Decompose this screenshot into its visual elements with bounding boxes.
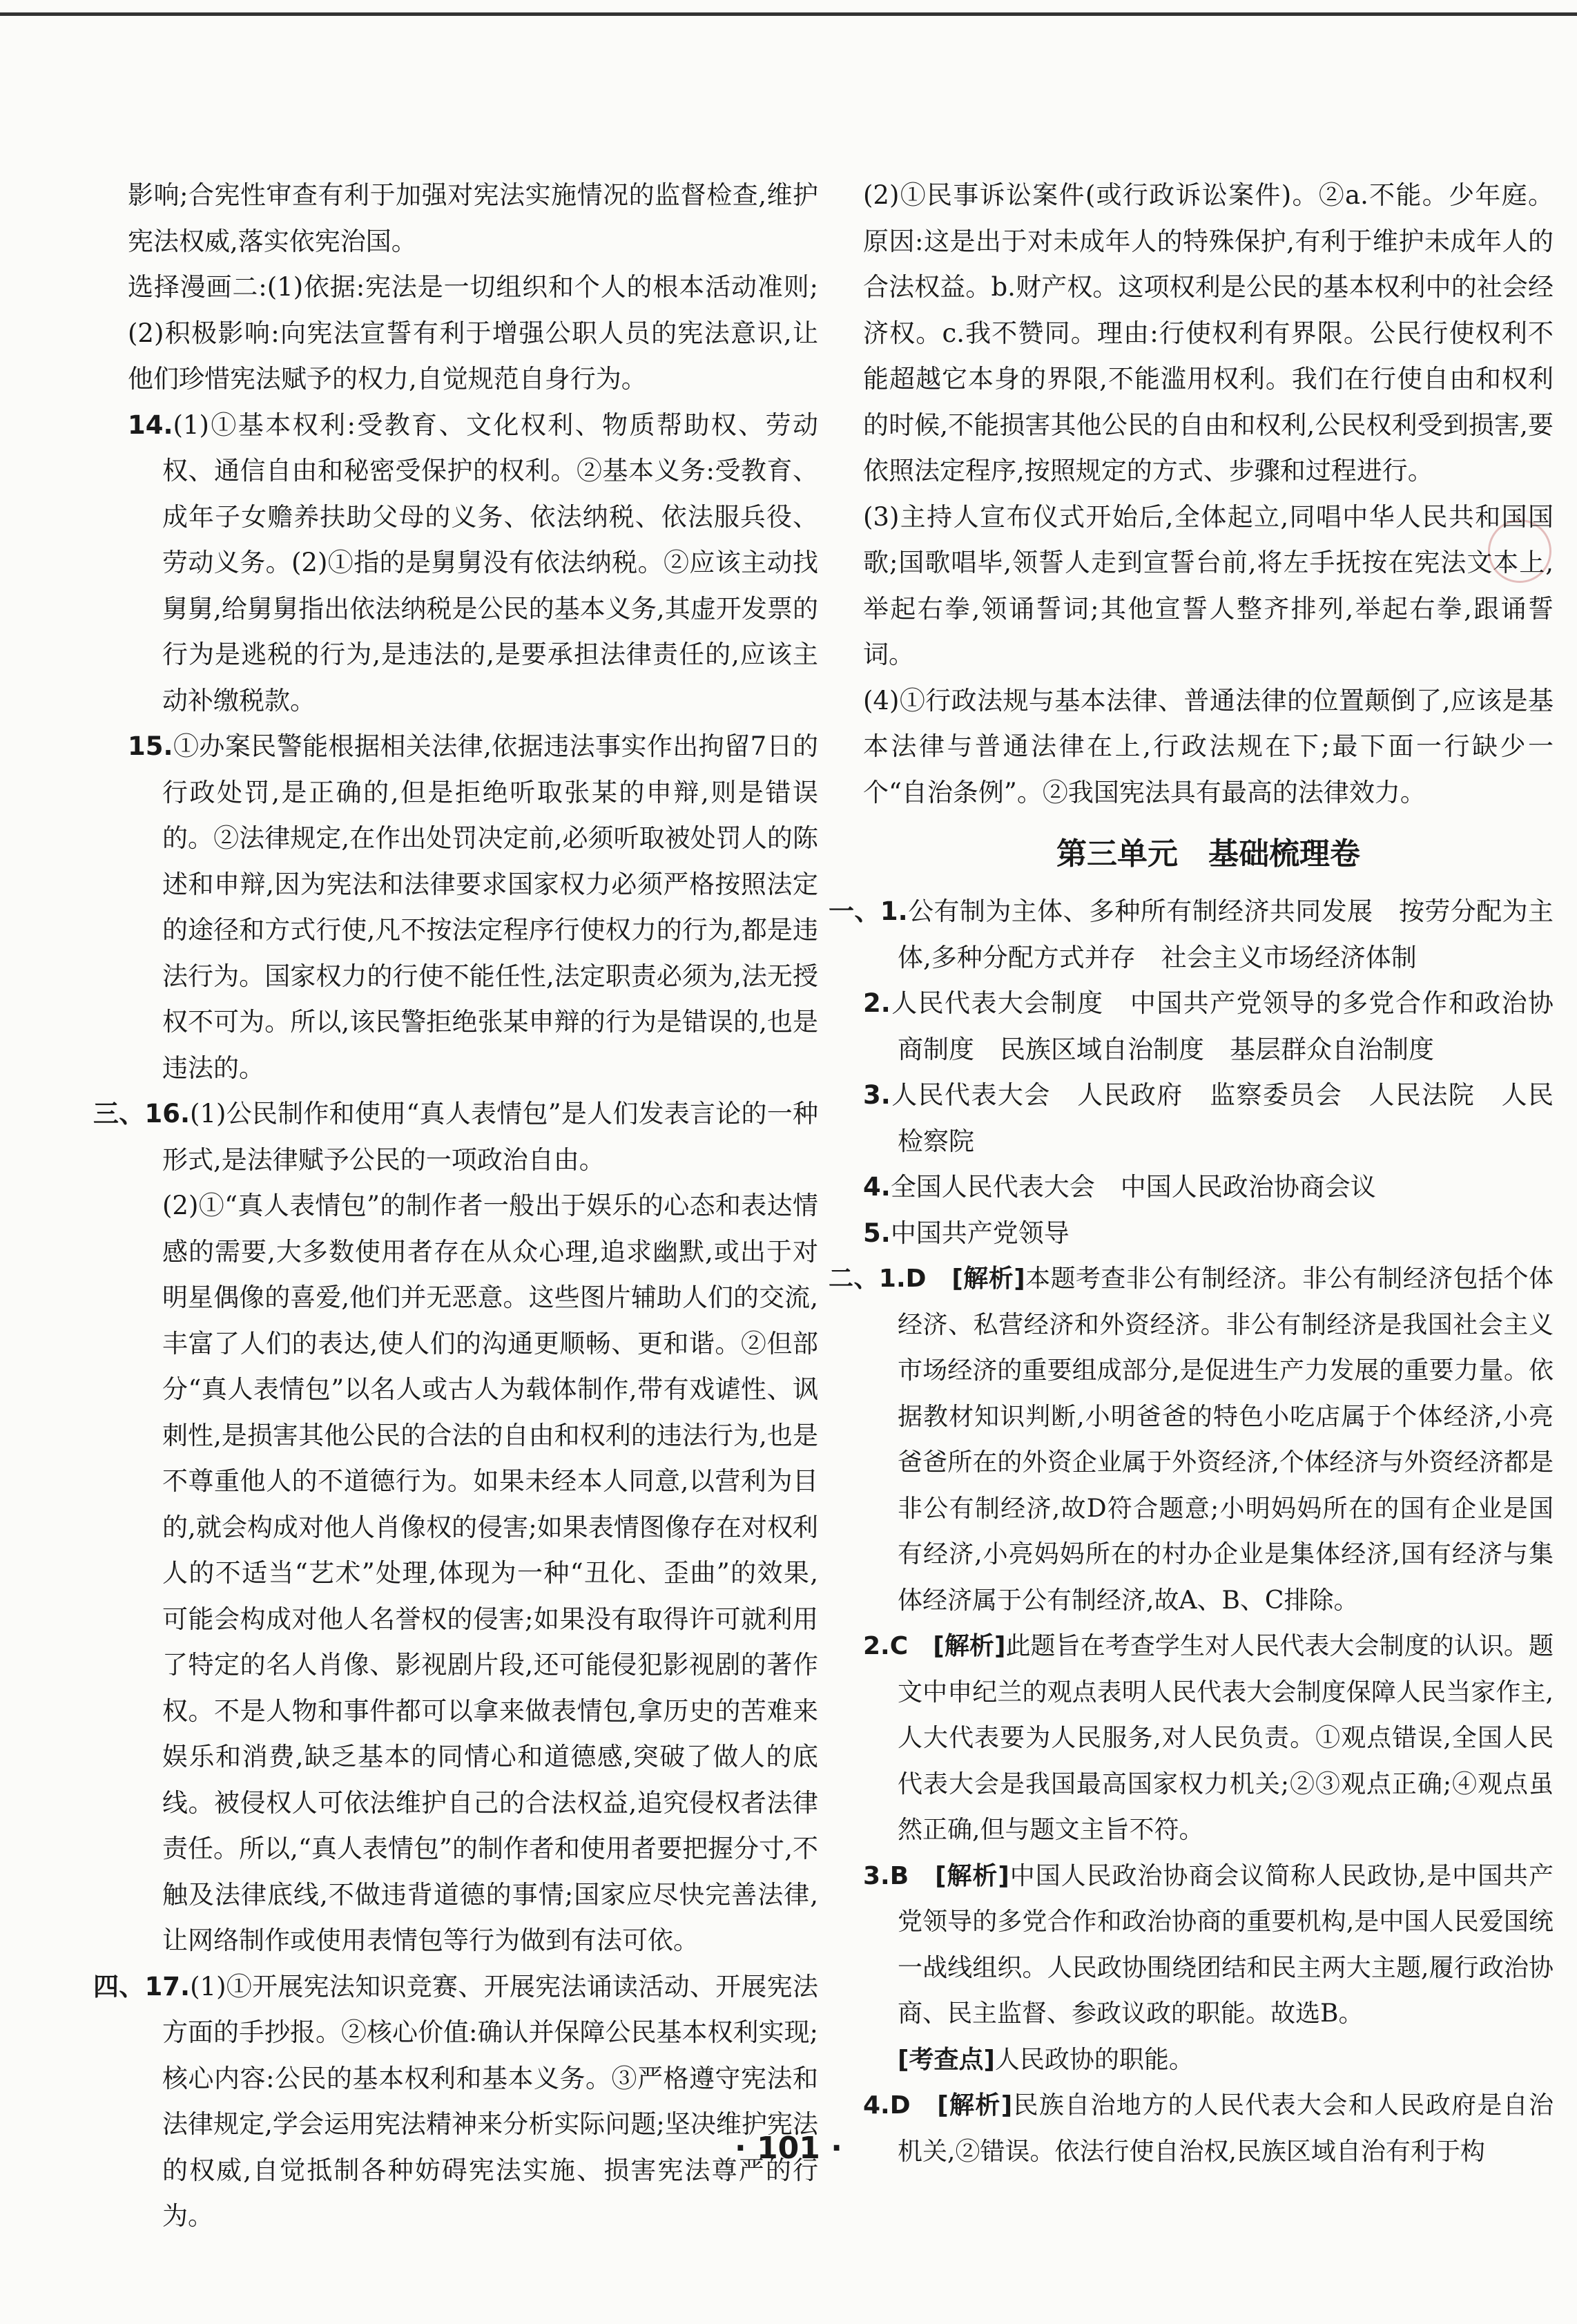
item-text: 中国共产党领导 xyxy=(890,1218,1070,1248)
question-text: ①办案民警能根据相关法律,依据违法事实作出拘留7日的行政处罚,是正确的,但是拒绝听取张某的申辩,则是错误的。②法律规定,在作出处罚决定前,必须听取被处罚人的陈述和申辩,因为宪法和法律要求国家权力必须严格按照法定的途径和方式行使,凡不按法定程序行使权力的行为,都是违法行为。国家权力的行使不能任性,法定职责必须为,法无授权不可为。所以,该民警拒绝张某申辩的行为是错误的,也是违法的。 xyxy=(162,731,818,1083)
analysis-text: 民族自治地方的人民代表大会和人民政府是自治机关,②错误。依法行使自治权,民族区域自治有利于构 xyxy=(898,2091,1554,2166)
question-text: (1)公民制作和使用“真人表情包”是人们发表言论的一种形式,是法律赋予公民的一项政治自由。 xyxy=(162,1099,818,1175)
fill-item-1 xyxy=(829,889,1554,981)
question-text: (1)①基本权利:受教育、文化权利、物质帮助权、劳动权、通信自由和秘密受保护的权利。②基本义务:受教育、成年子女赡养扶助父母的义务、依法纳税、依法服兵役、劳动义务。(2)①指的是舅舅没有依法纳税。②应该主动找舅舅,给舅舅指出依法纳税是公民的基本义务,其虚开发票的行为是逃税的行为,是违法的,是要承担法律责任的,应该主动补缴税款。 xyxy=(162,410,818,716)
question-number: 16. xyxy=(144,1099,191,1129)
answer-letter: D xyxy=(889,2091,911,2120)
item-number: 2. xyxy=(863,1632,890,1660)
item-number: 2. xyxy=(863,988,891,1018)
left-column xyxy=(93,173,818,2240)
analysis-text: 中国人民政治协商会议简称人民政协,是中国共产党领导的多党合作和政治协商的重要机构,是中国人民爱国统一战线组织。人民政协围绕团结和民主两大主题,履行政治协商、民主监督、参政议政的职能。故选B。 xyxy=(898,1861,1554,2028)
fill-item-3 xyxy=(863,1073,1554,1164)
question-text: (1)①开展宪法知识竞赛、开展宪法诵读活动、开展宪法方面的手抄报。②核心价值:确认并保障公民基本权利实现;核心内容:公民的基本权利和基本义务。③严格遵守宪法和法律规定,学会运用宪法精神来分析实际问题;坚决维护宪法的权威,自觉抵制各种妨碍宪法实施、损害宪法尊严的行为。 xyxy=(162,1971,818,2231)
question-number: 17. xyxy=(144,1971,191,2001)
key-point xyxy=(863,2037,1554,2084)
analysis-tag: [解析] xyxy=(937,2091,1013,2120)
section-prefix: 三、 xyxy=(93,1099,145,1129)
answer-part-3: (3)主持人宣布仪式开始后,全体起立,同唱中华人民共和国国歌;国歌唱毕,领誓人走到宣誓台前,将左手抚按在宪法文本上,举起右拳,领诵誓词;其他宣誓人整齐排列,举起右拳,跟诵誓词。 xyxy=(863,501,1554,669)
question-number: 15. xyxy=(128,731,173,761)
item-number: 3. xyxy=(863,1861,890,1890)
answer-part-4: (4)①行政法规与基本法律、普通法律的位置颠倒了,应该是基本法律与普通法律在上,行政法规在下;最下面一行缺少一个“自治条例”。②我国宪法具有最高的法律效力。 xyxy=(863,685,1554,807)
top-border-line xyxy=(0,12,1577,16)
page-number: · 101 · xyxy=(735,2131,842,2166)
right-column xyxy=(829,173,1554,2175)
item-text: 全国人民代表大会 中国人民政治协商会议 xyxy=(890,1172,1376,1202)
answer-letter: C xyxy=(889,1632,909,1660)
question-16 xyxy=(93,1091,818,1183)
analysis-tag: [解析] xyxy=(933,1632,1006,1660)
choice-item-2 xyxy=(863,1624,1554,1854)
section-title: 第三单元 基础梳理卷 xyxy=(1056,836,1360,872)
section-prefix: 一、 xyxy=(829,896,880,926)
question-16-part-2: (2)①“真人表情包”的制作者一般出于娱乐的心态和表达情感的需要,大多数使用者存在从众心理,追求幽默,或出于对明星偶像的喜爱,他们并无恶意。这些图片辅助人们的交流,丰富了人们的表达,使人们的沟通更顺畅、更和谐。②但部分“真人表情包”以名人或古人为载体制作,带有戏谑性、讽刺性,是损害其他公民的合法的自由和权利的违法行为,也是不尊重他人的不道德行为。如果未经本人同意,以营利为目的,就会构成对他人肖像权的侵害;如果表情图像存在对权利人的不适当“艺术”处理,体现为一种“丑化、歪曲”的效果,可能会构成对他人名誉权的侵害;如果没有取得许可就利用了特定的名人肖像、影视剧片段,还可能侵犯影视剧的著作权。不是人物和事件都可以拿来做表情包,拿历史的苦难来娱乐和消费,缺乏基本的同情心和道德感,突破了做人的底线。被侵权人可依法维护自己的合法权益,追究侵权者法律责任。所以,“真人表情包”的制作者和使用者要把握分寸,不触及法律底线,不做违背道德的事情;国家应尽快完善法律,让网络制作或使用表情包等行为做到有法可依。 xyxy=(162,1191,818,1955)
answer-continuation: 影响;合宪性审查有利于加强对宪法实施情况的监督检查,维护宪法权威,落实依宪治国。 xyxy=(128,180,818,256)
item-text: 人民代表大会制度 中国共产党领导的多党合作和政治协商制度 民族区域自治制度 基层群众自治制度 xyxy=(890,988,1554,1064)
item-text: 公有制为主体、多种所有制经济共同发展 按劳分配为主体,多种分配方式并存 社会主义市场经济体制 xyxy=(898,896,1554,972)
analysis-tag: [解析] xyxy=(935,1861,1009,1890)
item-number: 3. xyxy=(863,1080,891,1110)
choice-item-3 xyxy=(863,1854,1554,2037)
item-number: 4. xyxy=(863,1172,891,1202)
question-15 xyxy=(128,724,818,1091)
item-number: 1. xyxy=(880,896,908,926)
item-number: 4. xyxy=(863,2091,890,2120)
question-17 xyxy=(93,1964,818,2240)
key-point-tag: [考查点] xyxy=(898,2045,995,2074)
question-number: 14. xyxy=(128,410,173,440)
choice-item-1 xyxy=(829,1256,1554,1624)
fill-item-2 xyxy=(863,981,1554,1073)
fill-item-5 xyxy=(863,1211,1554,1257)
item-number: 5. xyxy=(863,1218,891,1248)
item-number: 1. xyxy=(878,1265,906,1293)
question-14 xyxy=(128,403,818,724)
section-prefix: 四、 xyxy=(93,1971,145,2001)
analysis-text: 本题考查非公有制经济。非公有制经济包括个体经济、私营经济和外资经济。非公有制经济是我国社会主义市场经济的重要组成部分,是促进生产力发展的重要力量。依据教材知识判断,小明爸爸的特色小吃店属于个体经济,小亮爸爸所在的外资企业属于外资经济,个体经济与外资经济都是非公有制经济,故D符合题意;小明妈妈所在的国有企业是国有经济,小亮妈妈所在的村办企业是集体经济,国有经济与集体经济属于公有制经济,故A、B、C排除。 xyxy=(898,1265,1554,1615)
answer-cartoon-two: 选择漫画二:(1)依据:宪法是一切组织和个人的根本活动准则;(2)积极影响:向宪法宣誓有利于增强公职人员的宪法意识,让他们珍惜宪法赋予的权力,自觉规范自身行为。 xyxy=(128,272,818,394)
item-text: 人民代表大会 人民政府 监察委员会 人民法院 人民检察院 xyxy=(890,1080,1554,1156)
answer-letter: D xyxy=(905,1265,927,1293)
section-prefix: 二、 xyxy=(829,1265,879,1293)
fill-item-4 xyxy=(863,1164,1554,1211)
analysis-tag: [解析] xyxy=(951,1265,1025,1293)
answer-part-2: (2)①民事诉讼案件(或行政诉讼案件)。②a.不能。少年庭。原因:这是出于对未成年人的特殊保护,有利于维护未成年人的合法权益。b.财产权。这项权利是公民的基本权利中的社会经济权。c.我不赞同。理由:行使权利有界限。公民行使权利不能超越它本身的界限,不能滥用权利。我们在行使自由和权利的时候,不能损害其他公民的自由和权利,公民权利受到损害,要依照法定程序,按照规定的方式、步骤和过程进行。 xyxy=(863,180,1554,486)
answer-letter: B xyxy=(889,1861,909,1890)
analysis-text: 此题旨在考查学生对人民代表大会制度的认识。题文中申纪兰的观点表明人民代表大会制度保障人民当家作主,人大代表要为人民服务,对人民负责。①观点错误,全国人民代表大会是我国最高国家权力机关;②③观点正确;④观点虽然正确,但与题文主旨不符。 xyxy=(898,1632,1554,1844)
key-point-text: 人民政协的职能。 xyxy=(994,2045,1194,2074)
